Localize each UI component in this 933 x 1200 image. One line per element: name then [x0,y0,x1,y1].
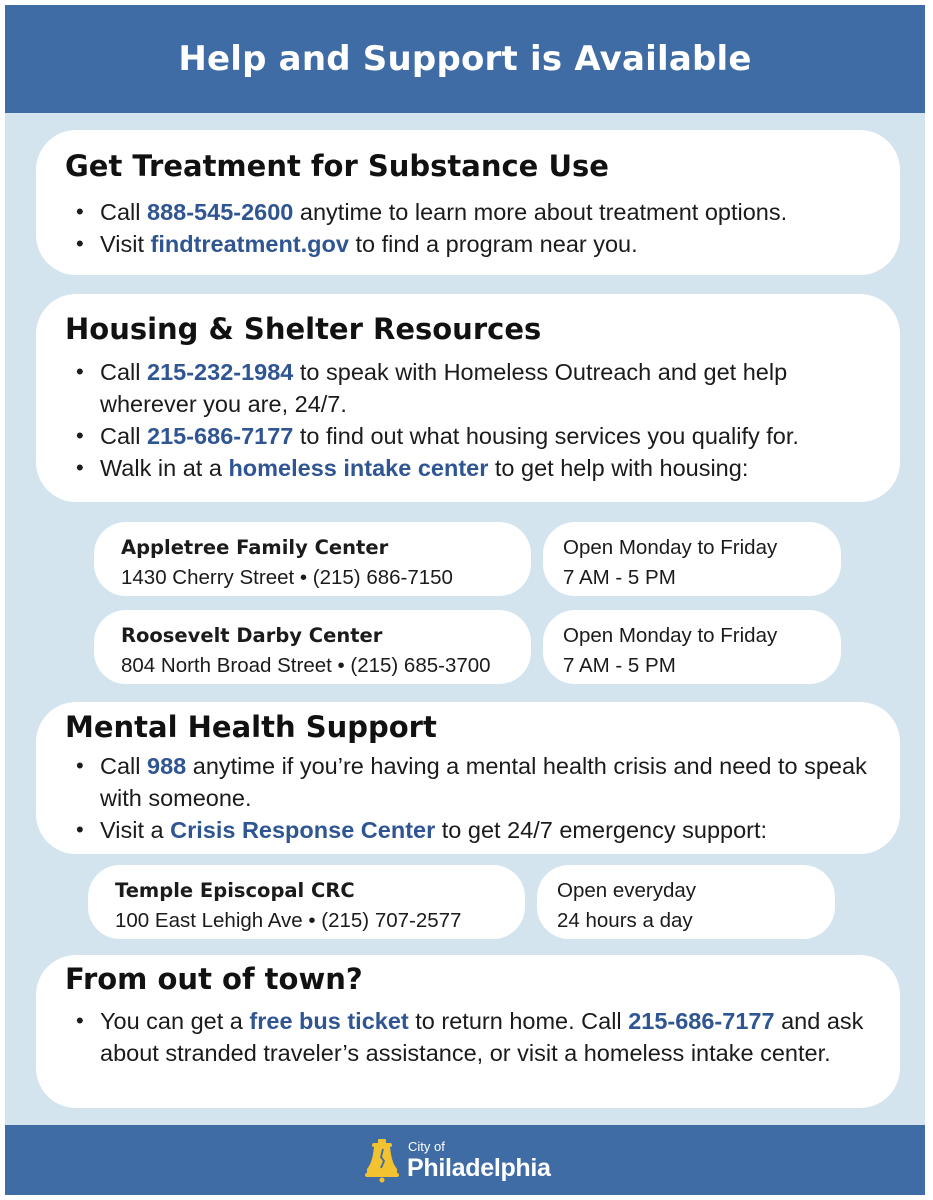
intake-center-appletree-hours [543,522,841,596]
temple-crc [88,865,525,939]
treatment-list [74,196,880,260]
intake-center-roosevelt [94,610,531,684]
treatment-item-website: • Visit findtreatment.gov to find a program near you. [74,228,880,260]
crc-hours-time: 24 hours a day [557,909,693,932]
header-banner [5,5,925,113]
crc-name: Temple Episcopal CRC [115,879,355,902]
treatment-item-phone: • Call 888-545-2600 anytime to learn more about treatment options. [74,196,880,228]
travel-heading: From out of town? [65,962,363,996]
mental-item-988: • Call 988 anytime if you’re having a mental health crisis and need to speak with someone. [74,750,880,814]
footer-banner [5,1125,925,1195]
travel-list [74,1005,880,1069]
mental-item-crc: • Visit a Crisis Response Center to get 24/7 emergency support: [74,814,880,846]
crc-address: 100 East Lehigh Ave • (215) 707-2577 [115,909,462,932]
center-hours-time: 7 AM - 5 PM [563,566,676,589]
center-address: 1430 Cherry Street • (215) 686-7150 [121,566,453,589]
page-title: Help and Support is Available [178,39,752,79]
housing-heading: Housing & Shelter Resources [65,312,542,346]
crisis-response-center-link[interactable]: Crisis Response Center [170,817,436,843]
crisis-988-link[interactable]: 988 [147,753,187,779]
intake-center-appletree [94,522,531,596]
center-hours-time: 7 AM - 5 PM [563,654,676,677]
center-name: Appletree Family Center [121,536,389,559]
center-name: Roosevelt Darby Center [121,624,383,647]
center-hours-days: Open Monday to Friday [563,624,778,647]
crc-hours-days: Open everyday [557,879,697,902]
logo-philadelphia: Philadelphia [407,1154,551,1182]
housing-item-walkin: • Walk in at a homeless intake center to get help with housing: [74,452,880,484]
free-bus-ticket-link[interactable]: free bus ticket [249,1008,409,1034]
traveler-phone-link[interactable]: 215-686-7177 [628,1008,775,1034]
temple-crc-hours [537,865,835,939]
center-hours-days: Open Monday to Friday [563,536,778,559]
center-address: 804 North Broad Street • (215) 685-3700 [121,654,491,677]
flyer-page [5,5,925,1195]
travel-card [36,955,900,1108]
travel-item-bus: • You can get a free bus ticket to return home. Call 215-686-7177 and ask about stranded traveler’s assistance, or visit a homeless intake center. [74,1005,880,1069]
housing-item-services: • Call 215-686-7177 to find out what housing services you qualify for. [74,420,880,452]
city-of-philadelphia-logo [361,1137,561,1185]
outreach-phone-link[interactable]: 215-232-1984 [147,359,294,385]
housing-services-phone-link[interactable]: 215-686-7177 [147,423,294,449]
intake-center-link[interactable]: homeless intake center [228,455,489,481]
housing-item-outreach: • Call 215-232-1984 to speak with Homeless Outreach and get help wherever you are, 24/7. [74,356,880,420]
logo-city-of: City of [408,1139,445,1154]
housing-list [74,356,880,484]
treatment-heading: Get Treatment for Substance Use [65,149,609,183]
intake-center-roosevelt-hours [543,610,841,684]
liberty-bell-icon [361,1137,403,1183]
mental-health-heading: Mental Health Support [65,710,437,744]
findtreatment-link[interactable]: findtreatment.gov [150,231,349,257]
treatment-phone-link[interactable]: 888-545-2600 [147,199,294,225]
mental-health-list [74,750,880,846]
housing-card [36,294,900,502]
mental-health-card [36,702,900,854]
treatment-card [36,130,900,275]
